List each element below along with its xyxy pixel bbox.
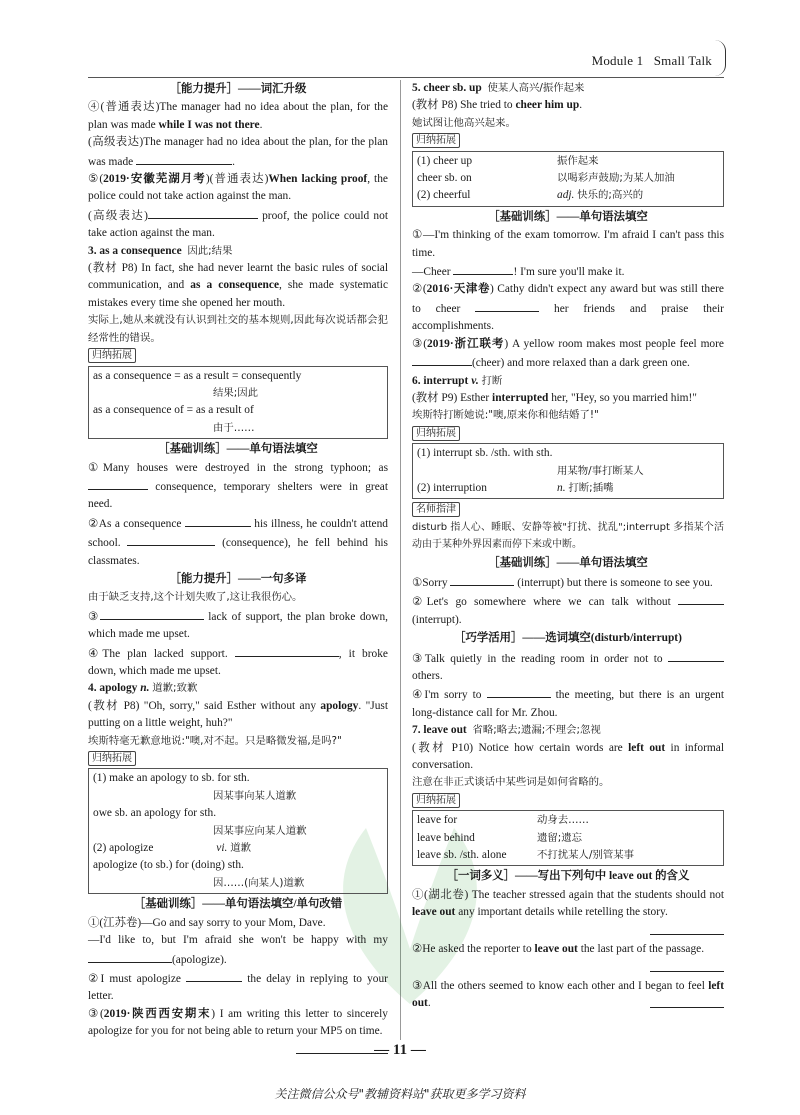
box-line: 因……(向某人)道歉	[213, 876, 305, 889]
answer-blank[interactable]	[668, 649, 724, 662]
text-line: (高级表达) proof, the police could not take action against the man.	[88, 206, 388, 243]
answer-blank[interactable]	[100, 607, 204, 620]
question: ①Sorry (interrupt) but there is someone to see you.	[412, 573, 724, 592]
answer-blank[interactable]	[650, 995, 724, 1008]
text-line: (教材 P10) Notice how certain words are left out in informal conversation.	[412, 741, 724, 772]
box-line: cheer sb. on 以喝彩声鼓励;为某人加油	[417, 172, 675, 185]
section-title: ［基础训练］——单句语法填空	[488, 556, 648, 569]
item-heading: 7. leave out 省略;略去;遗漏;不理会;忽视	[412, 724, 601, 737]
answer-blank[interactable]	[88, 477, 148, 490]
box-line: (2) apologize vi. 道歉	[93, 842, 251, 855]
question: ③(2019·浙江联考) A yellow room makes most people feel more (cheer) and more relaxed than a dark green one.	[412, 337, 724, 370]
header-title: Small Talk	[653, 53, 712, 68]
text-line: ④(普通表达)The manager had no idea about the plan, for the plan was made while I was not there.	[88, 101, 388, 131]
question: ②Let's go somewhere where we can talk without (interrupt).	[412, 592, 724, 629]
question: ②(2016·天津卷) Cathy didn't expect any award but was still there to cheer her friends and praise their accomplishments.	[412, 283, 724, 333]
box-line: as a consequence of = as a result of	[93, 404, 254, 417]
question: ①(江苏卷)—Go and say sorry to your Mom, Dave.	[88, 916, 326, 929]
page-number: — 11 —	[374, 1042, 426, 1058]
header-rule	[88, 77, 724, 78]
expansion-box	[412, 151, 724, 207]
expansion-box	[88, 366, 388, 440]
question: ③Talk quietly in the reading room in order not to others.	[412, 649, 724, 686]
box-line: 因某事向某人道歉	[213, 789, 297, 802]
text-line: (高级表达)The manager had no idea about the plan, for the plan was made .	[88, 136, 388, 168]
tag-label: 归纳拓展	[88, 751, 136, 766]
answer-line[interactable]	[412, 959, 724, 978]
item-heading: 4. apology n. 道歉;致歉	[88, 682, 198, 695]
question: ②As a consequence his illness, he couldn't attend school. (consequence), he fell behind his classmates.	[88, 514, 388, 570]
column-divider	[400, 80, 401, 1040]
question: ①Many houses were destroyed in the strong typhoon; as consequence, temporary shelters were in great need.	[88, 461, 388, 511]
section-title: ［能力提升］——一句多译	[169, 572, 307, 585]
tag-label: 名师指津	[412, 502, 460, 517]
question: ③All the others seemed to know each other and I began to feel left out.	[412, 979, 724, 1010]
translation: 埃斯特打断她说:"噢,原来你和他结婚了!"	[412, 409, 599, 422]
text-line: (教材 P8) "Oh, sorry," said Esther without any apology. "Just putting on a little weight, huh?"	[88, 699, 389, 730]
answer-blank[interactable]	[450, 573, 514, 586]
translation: 注意在非正式谈话中某些词是如何省略的。	[412, 776, 610, 789]
right-column	[412, 80, 724, 1013]
question: ①—I'm thinking of the exam tomorrow. I'm afraid I can't pass this time.	[412, 229, 724, 259]
question: ①(湖北卷) The teacher stressed again that the students should not leave out any important details while retelling the story.	[412, 888, 724, 919]
answer-blank[interactable]	[136, 152, 232, 165]
answer-blank[interactable]	[453, 262, 513, 275]
box-line: (1) make an apology to sb. for sth.	[93, 772, 250, 785]
text-line: (教材 P9) Esther interrupted her, "Hey, so you married him!"	[412, 391, 697, 404]
answer-blank[interactable]	[185, 514, 251, 527]
expansion-box	[412, 443, 724, 499]
question: —I'd like to, but I'm afraid she won't be happy with my (apologize).	[88, 934, 388, 966]
box-line: 结果;因此	[213, 386, 259, 399]
box-line: 因某事应向某人道歉	[213, 824, 307, 837]
translation: 实际上,她从来就没有认识到社交的基本规则,因此每次说话都会犯经常性的错误。	[88, 314, 388, 344]
question: ④I'm sorry to the meeting, but there is an urgent long-distance call for Mr. Zhou.	[412, 685, 724, 722]
box-line: owe sb. an apology for sth.	[93, 807, 217, 820]
translation: 埃斯特毫无歉意地说:"噢,对不起。只是略微发福,是吗?"	[88, 734, 342, 747]
section-title: ［基础训练］——单句语法填空	[158, 443, 318, 456]
header-curve-decoration	[715, 40, 726, 76]
section-title: ［一词多义］——写出下列句中 leave out 的含义	[446, 870, 690, 883]
tag-label: 归纳拓展	[412, 793, 460, 808]
box-line: leave sb. /sth. alone 不打扰某人/别管某事	[417, 849, 635, 862]
text-line: (教材 P8) She tried to cheer him up.	[412, 99, 583, 112]
tag-label: 归纳拓展	[412, 133, 460, 148]
answer-blank[interactable]	[475, 299, 539, 312]
answer-blank[interactable]	[235, 644, 339, 657]
question: ②I must apologize the delay in replying to your letter.	[88, 969, 388, 1006]
box-line: 用某物/事打断某人	[557, 464, 644, 477]
expansion-box	[88, 768, 388, 894]
answer-line[interactable]	[412, 922, 724, 941]
answer-blank[interactable]	[487, 685, 551, 698]
question: ③(2019·陕西西安期末) I am writing this letter to sincerely apologize for you for not being able to return your MP5 on time.	[88, 1007, 388, 1038]
answer-blank[interactable]	[148, 206, 258, 219]
translation: 由于缺乏支持,这个计划失败了,这让我很伤心。	[88, 591, 303, 604]
item-heading: 6. interrupt v. 打断	[412, 374, 503, 387]
section-title: ［基础训练］——单句语法填空	[488, 210, 648, 223]
text-line: ⑤(2019·安徽芜湖月考)(普通表达)When lacking proof, the police could not take action against the man.	[88, 173, 388, 203]
box-line: (1) cheer up 振作起来	[417, 154, 599, 167]
box-line: apologize (to sb.) for (doing) sth.	[93, 859, 244, 872]
box-line: leave for 动身去……	[417, 814, 589, 827]
expansion-box	[412, 810, 724, 866]
answer-blank[interactable]	[127, 533, 215, 546]
question: —Cheer ! I'm sure you'll make it.	[412, 262, 724, 281]
box-line: (2) interruption n. 打断;插嘴	[417, 481, 614, 494]
box-line: (2) cheerful adj. 快乐的;高兴的	[417, 189, 644, 202]
text-line: (教材 P8) In fact, she had never learnt the basic rules of social communication, and as a consequence, she made systematic mistakes every time she opened her mouth.	[88, 262, 389, 309]
box-line: 由于……	[213, 421, 255, 434]
question: ④The plan lacked support. , it broke down, which made me upset.	[88, 644, 388, 681]
item-heading: 5. cheer sb. up 使某人高兴/振作起来	[412, 82, 585, 94]
question: ③ lack of support, the plan broke down, which made me upset.	[88, 607, 388, 644]
left-column	[88, 80, 388, 1060]
box-line: leave behind 遗留;遗忘	[417, 831, 583, 844]
tag-label: 归纳拓展	[88, 348, 136, 363]
question: ②He asked the reporter to leave out the last part of the passage.	[412, 943, 705, 956]
answer-blank[interactable]	[678, 592, 724, 605]
answer-blank[interactable]	[186, 969, 242, 982]
box-line: as a consequence = as a result = consequently	[93, 369, 302, 382]
header-module: Module 1	[591, 53, 644, 68]
answer-blank[interactable]	[412, 353, 472, 366]
running-header	[592, 52, 712, 69]
box-line: (1) interrupt sb. /sth. with sth.	[417, 447, 553, 460]
section-title: ［能力提升］——词汇升级	[169, 83, 307, 95]
section-title: ［基础训练］——单句语法填空/单句改错	[133, 898, 343, 911]
footer-note: 关注微信公众号"教辅资料站"获取更多学习资料	[274, 1087, 526, 1101]
answer-blank[interactable]	[88, 950, 172, 963]
section-title: ［巧学活用］——选词填空(disturb/interrupt)	[454, 632, 682, 645]
teacher-note: disturb 指人心、睡眠、安静等被"打扰、扰乱";interrupt 多指某个活动由于某种外界因素而停下来或中断。	[412, 521, 724, 551]
tag-label: 归纳拓展	[412, 426, 460, 441]
item-heading: 3. as a consequence 因此;结果	[88, 244, 233, 257]
translation: 她试图让他高兴起来。	[412, 116, 516, 129]
